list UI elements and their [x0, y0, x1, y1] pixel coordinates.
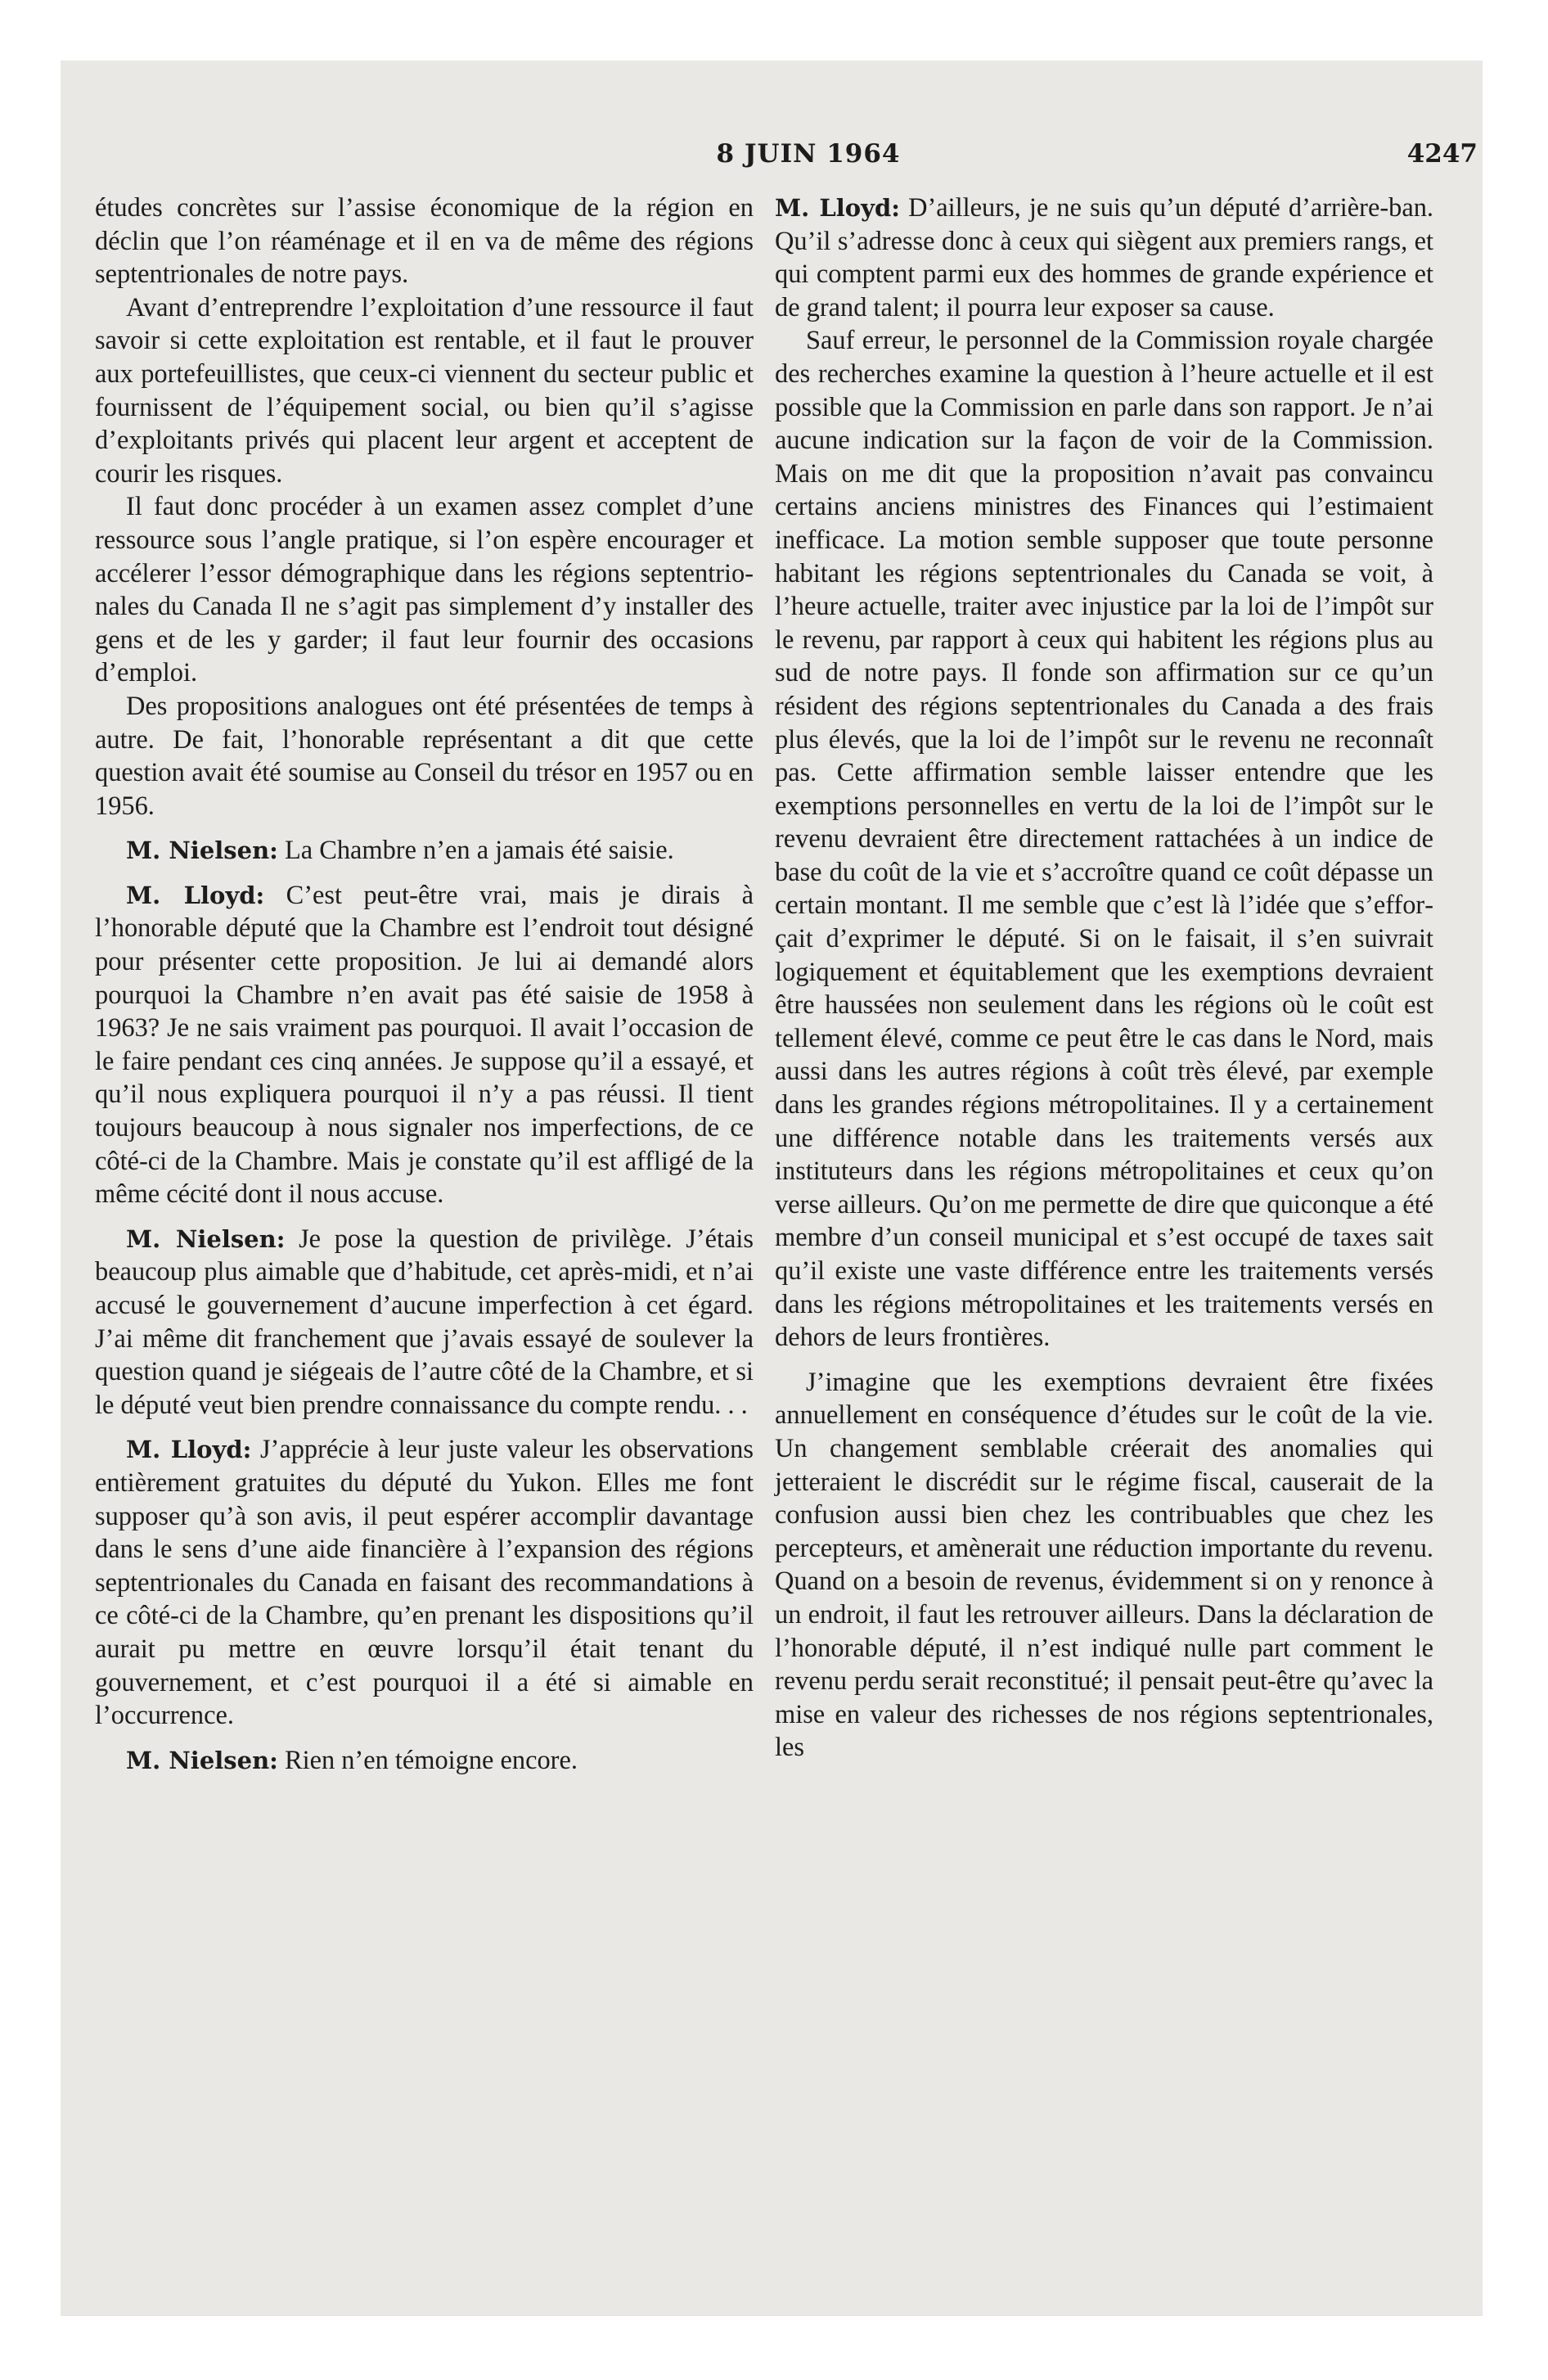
speech-text: D’ailleurs, je ne suis qu’un député d’arrière-ban. Qu’il s’adresse donc à ceux qui siègent aux premiers rangs, et qui comptent parmi eux des hommes de grande expérience et de grand talent; il pourra leur exposer sa cause.	[775, 193, 1433, 322]
speaker-name: M. Lloyd:	[775, 194, 900, 222]
paragraph: Sauf erreur, le personnel de la Commission royale chargée des recherches examine la question à l’heure actuelle et il est possible que la Commission en parle dans son rapport. Je n’ai aucune indication sur la façon de voir de la Commission. Mais on me dit que la proposition n’avait pas convaincu certains anciens ministres des Finances qui l’estimaient inefficace. La motion semble supposer que toute personne habitant les régions septentrionales du Canada se voit, à l’heure actuelle, traiter avec injustice par la loi de l’impôt sur le revenu, par rapport à ceux qui habitent les régions plus au sud de notre pays. Il fonde son affirmation sur ce qu’un résident des régions septentrionales du Canada a des frais plus élevés, que la loi de l’impôt sur le revenu ne reconnaît pas. Cette affirmation semble laisser entendre que les exemptions personnelles en vertu de la loi de l’impôt sur le revenu devraient être directement rattachées à un indice de base du coût de la vie et s’accroître quand ce coût dépasse un certain montant. Il me semble que c’est là l’idée que s’efforçait d’exprimer le député. Si on le faisait, il s’en suivrait logiquement et équitablement que les exemptions devraient être haussées non seulement dans les régions où le coût est tellement élevé, comme ce peut être le cas dans le Nord, mais aussi dans les autres régions à coût très élevé, par exemple dans les grandes régions métropolitaines. Il y a certainement une différence notable dans les traitements versés aux instituteurs dans les régions métropolitaines et ceux qu’on verse ailleurs. Qu’on me permette de dire que quiconque a été membre d’un conseil municipal et s’est occupé de taxes sait qu’il existe une vaste différence entre les traitements versés dans les régions métropolitaines et les traitements versés en dehors de leurs frontières.	[775, 326, 1433, 1353]
speaker-name: M. Nielsen:	[126, 836, 278, 865]
speech-paragraph	[95, 879, 754, 1211]
speaker-name: M. Lloyd:	[126, 1436, 252, 1464]
speech-paragraph	[95, 834, 754, 868]
speaker-name: M. Nielsen:	[126, 1224, 286, 1253]
paragraph: études concrètes sur l’assise économique de la région en déclin que l’on réaménage et il en va de même des régions septentrionales de notre pays.	[95, 193, 754, 290]
paragraph: Des propositions analogues ont été présentées de temps à autre. De fait, l’honorable représentant a dit que cette question avait été soumise au Conseil du trésor en 1957 ou en 1956.	[95, 691, 754, 821]
speech-paragraph	[95, 1223, 754, 1422]
speech-text: La Chambre n’en a jamais été saisie.	[284, 836, 674, 866]
speech-text: Rien n’en témoigne encore.	[284, 1745, 578, 1775]
speech-paragraph	[95, 1433, 754, 1732]
paragraph: Il faut donc procéder à un examen assez complet d’une ressource sous l’angle pratique, si l’on espère encourager et accélerer l’essor démographique dans les régions septentrionales du Canada Il ne s’agit pas simplement d’y installer des gens et de les y garder; il faut leur fournir des occasions d’emploi.	[95, 492, 754, 688]
speech-text: J’apprécie à leur juste valeur les observations entièrement gratuites du député du Yukon. Elles me font supposer qu’à son avis, il peut espérer accomplir davantage dans le sens d’une aide financière à l’expansion des régions septentrionales du Canada en faisant des recommandations à ce côté-ci de la Chambre, qu’en prenant les dispositions qu’il aurait pu mettre en œuvre lorsqu’il était tenant du gouvernement, et c’est pourquoi il a été si aimable en l’occurrence.	[95, 1435, 754, 1731]
paragraph: J’imagine que les exemptions devraient être fixées annuellement en conséquence d’études sur le coût de la vie. Un changement semblable créerait des anomalies qui jetteraient le discrédit sur le régime fiscal, causerait de la confusion aussi bien chez les contribuables que chez les percepteurs, et amènerait une réduction importante du revenu. Quand on a besoin de revenus, évidemment si on y renonce à un endroit, il faut les retrouver ailleurs. Dans la déclaration de l’honorable député, il n’est indiqué nulle part comment le revenu perdu serait reconstitué; il pensait peut-être qu’avec la mise en valeur des richesses de nos régions septentrionales, les	[775, 1367, 1433, 1763]
paragraph: Avant d’entreprendre l’exploitation d’une ressource il faut savoir si cette exploitation est rentable, et il faut le prouver aux portefeuillistes, que ceux-ci viennent du secteur public et fournissent de l’équipement social, ou bien qu’il s’agisse d’exploitants privés qui placent leur argent et acceptent de courir les risques.	[95, 292, 754, 489]
speaker-name: M. Nielsen:	[126, 1746, 278, 1774]
speaker-name: M. Lloyd:	[126, 881, 265, 909]
speech-text: C’est peut-être vrai, mais je dirais à l’honorable député que la Chambre est l’endroit tout désigné pour présenter cette proposition. Je lui ai demandé alors pourquoi la Chambre n’en avait pas été saisie de 1958 à 1963? Je ne sais vraiment pas pourquoi. Il avait l’occasion de le faire pendant ces cinq années. Je suppose qu’il a essayé, et qu’il nous expliquera pourquoi il n’y a pas réussi. Il tient toujours beaucoup à nous signaler nos imperfections, de ce côté-ci de la Chambre. Mais je constate qu’il est affligé de la même cécité dont il nous accuse.	[95, 880, 754, 1210]
right-column	[775, 192, 1433, 1765]
speech-text: Je pose la question de privilège. J’étais beaucoup plus aimable que d’habitude, cet après-midi, et n’ai accusé le gouvernement d’aucune imperfection à cet égard. J’ai même dit franchement que j’avais essayé de soulever la question quand je siégeais de l’autre côté de la Chambre, et si le député veut bien prendre connaissance du compte rendu. . .	[95, 1224, 754, 1420]
page-number: 4247	[1406, 139, 1478, 169]
left-column	[95, 192, 754, 1777]
speech-paragraph	[775, 192, 1433, 324]
speech-paragraph	[95, 1744, 754, 1778]
page-date: 8 JUIN 1964	[716, 139, 901, 169]
scanned-page	[61, 61, 1483, 2316]
